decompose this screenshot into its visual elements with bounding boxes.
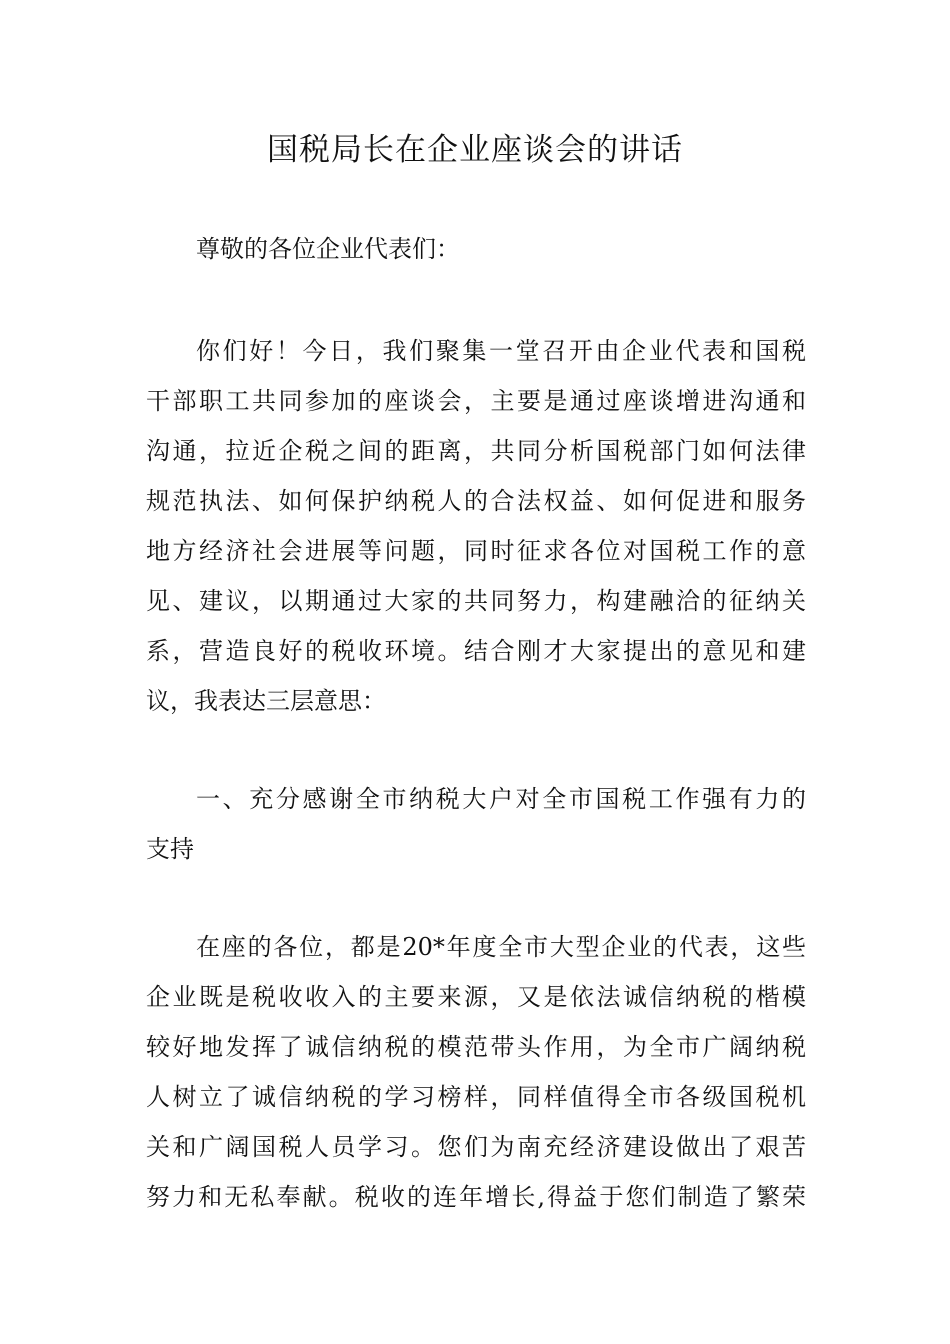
paragraph-2-line: 在座的各位，都是20*年度全市大型企业的代表，这些 [196, 933, 806, 961]
paragraph-1-line: 系，营造良好的税收环境。结合刚才大家提出的意见和建 [146, 637, 806, 665]
paragraph-1-line: 沟通，拉近企税之间的距离，共同分析国税部门如何法律 [146, 437, 806, 465]
paragraph-1-line: 见、建议，以期通过大家的共同努力，构建融洽的征纳关 [146, 587, 806, 615]
paragraph-2-line: 关和广阔国税人员学习。您们为南充经济建设做出了艰苦 [146, 1133, 806, 1161]
paragraph-1-line: 干部职工共同参加的座谈会，主要是通过座谈增进沟通和 [146, 387, 806, 415]
section-heading-line: 一、充分感谢全市纳税大户对全市国税工作强有力的 [196, 785, 806, 813]
paragraph-1-line: 议，我表达三层意思： [146, 687, 386, 715]
salutation: 尊敬的各位企业代表们： [196, 235, 460, 263]
paragraph-2-line: 努力和无私奉献。税收的连年增长,得益于您们制造了繁荣 [146, 1183, 806, 1211]
section-heading-line: 支持 [146, 835, 194, 863]
paragraph-2-line: 较好地发挥了诚信纳税的模范带头作用，为全市广阔纳税 [146, 1033, 806, 1061]
paragraph-2-line: 人树立了诚信纳税的学习榜样，同样值得全市各级国税机 [146, 1083, 806, 1111]
paragraph-1-line: 规范执法、如何保护纳税人的合法权益、如何促进和服务 [146, 487, 806, 515]
paragraph-1-line: 地方经济社会进展等问题，同时征求各位对国税工作的意 [146, 537, 806, 565]
paragraph-2-line: 企业既是税收收入的主要来源，又是依法诚信纳税的楷模 [146, 983, 806, 1011]
document-title: 国税局长在企业座谈会的讲话 [267, 132, 683, 168]
paragraph-1-line: 你们好！今日，我们聚集一堂召开由企业代表和国税 [196, 337, 806, 365]
